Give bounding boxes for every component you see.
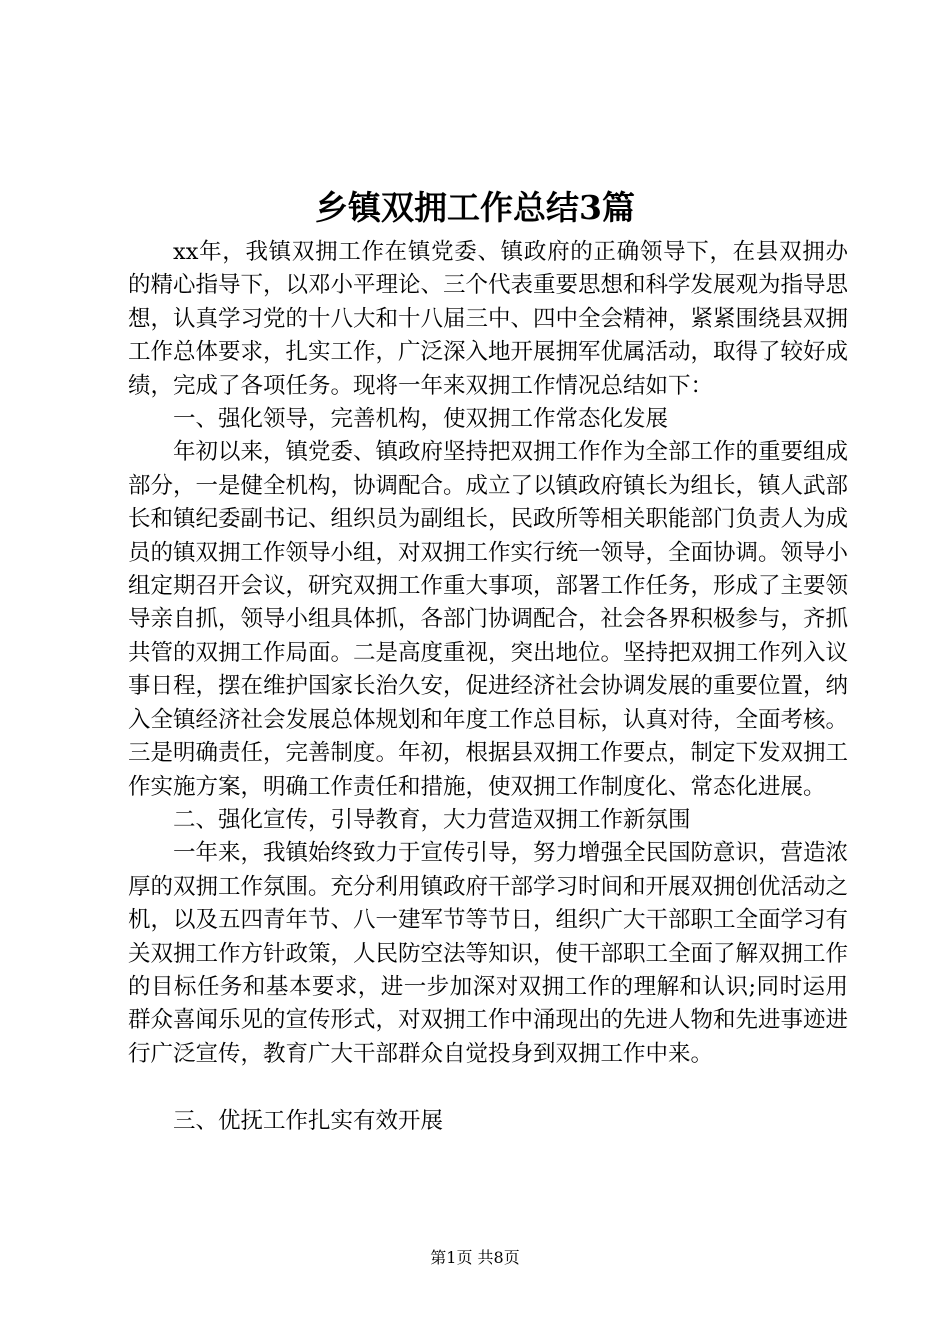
section-1-paragraph: 年初以来，镇党委、镇政府坚持把双拥工作作为全部工作的重要组成部分，一是健全机构，协调配合。成立了以镇政府镇长为组长，镇人武部长和镇纪委副书记、组织员为副组长，民政所等相关职能部门负责人为成员的镇双拥工作领导小组，对双拥工作实行统一领导，全面协调。领导小组定期召开会议，研究双拥工作重大事项，部署工作任务，形成了主要领导亲自抓，领导小组具体抓，各部门协调配合，社会各界积极参与，齐抓共管的双拥工作局面。二是高度重视，突出地位。坚持把双拥工作列入议事日程，摆在维护国家长治久安，促进经济社会协调发展的重要位置，纳入全镇经济社会发展总体规划和年度工作总目标，认真对待，全面考核。三是明确责任，完善制度。年初，根据县双拥工作要点，制定下发双拥工作实施方案，明确工作责任和措施，使双拥工作制度化、常态化进展。 — [128, 439, 849, 800]
document-body — [128, 236, 848, 1138]
page-footer: 第1页 共8页 — [430, 1248, 520, 1267]
section-heading-1: 一、强化领导，完善机构，使双拥工作常态化发展 — [173, 406, 669, 433]
document-title: 乡镇双拥工作总结3篇 — [315, 188, 635, 227]
section-2-paragraph: 一年来，我镇始终致力于宣传引导，努力增强全民国防意识，营造浓厚的双拥工作氛围。充分利用镇政府干部学习时间和开展双拥创优活动之机，以及五四青年节、八一建军节等节日，组织广大干部职工全面学习有关双拥工作方针政策，人民防空法等知识，使干部职工全面了解双拥工作的目标任务和基本要求，进一步加深对双拥工作的理解和认识;同时运用群众喜闻乐见的宣传形式，对双拥工作中涌现出的先进人物和先进事迹进行广泛宣传，教育广大干部群众自觉投身到双拥工作中来。 — [128, 840, 849, 1067]
section-heading-2: 二、强化宣传，引导教育，大力营造双拥工作新氛围 — [173, 806, 691, 833]
section-heading-3: 三、优抚工作扎实有效开展 — [173, 1107, 444, 1134]
intro-paragraph: xx年，我镇双拥工作在镇党委、镇政府的正确领导下，在县双拥办的精心指导下，以邓小平理论、三个代表重要思想和科学发展观为指导思想，认真学习党的十八大和十八届三中、四中全会精神，紧紧围绕县双拥工作总体要求，扎实工作，广泛深入地开展拥军优属活动，取得了较好成绩，完成了各项任务。现将一年来双拥工作情况总结如下： — [128, 239, 849, 399]
